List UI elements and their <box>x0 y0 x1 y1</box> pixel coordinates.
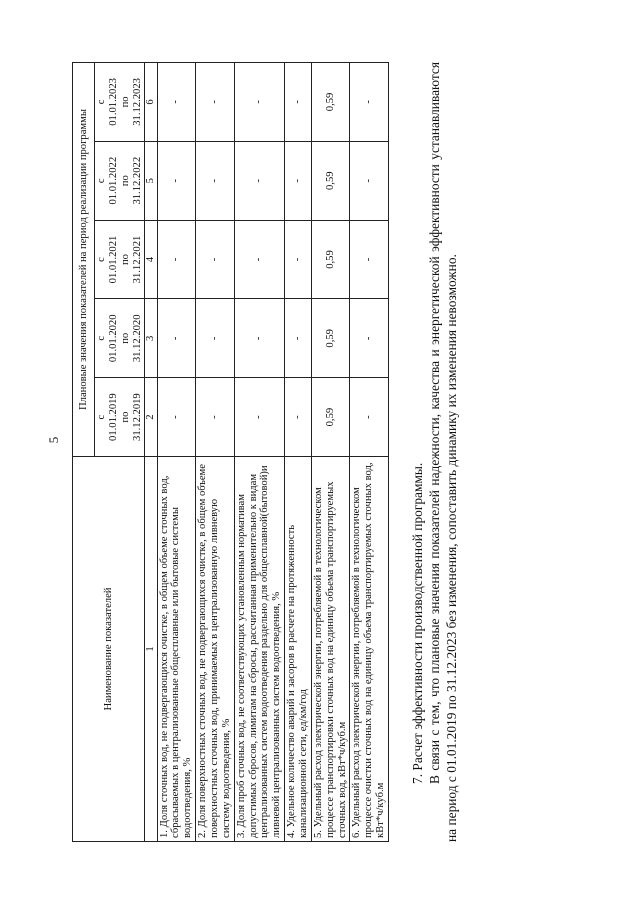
period-to-date: 31.12.2023 <box>131 78 143 126</box>
indicator-value: 0,59 <box>311 141 350 220</box>
rotated-content <box>72 62 632 842</box>
indicator-value: - <box>350 63 389 142</box>
section-paragraph: В связи с тем, что плановые значения показателей надежности, качества и энергетической эффективности устанавливаются на период с 01.01.2019 по 31.12.2023 без изменения, сопоставить динамику их изменения невозможно. <box>427 62 460 842</box>
indicator-value: - <box>196 141 235 220</box>
column-number: 6 <box>145 63 157 142</box>
indicator-value: - <box>285 220 312 299</box>
period-to: по <box>119 332 131 344</box>
indicator-value: - <box>350 378 389 457</box>
table-row <box>234 63 284 842</box>
indicator-value: - <box>234 63 284 142</box>
indicator-value: - <box>157 220 196 299</box>
indicator-name: 3. Доля проб сточных вод, не соответствующих установленным нормативам допустимых сбросов, лимитам на сбросы, рассчитанная применительно к видам централизованных систем водоотведения раздельно для общесплавной(бытовой)и ливневой централизованных систем водоотведения, % <box>234 457 284 842</box>
period-to: по <box>119 254 131 265</box>
column-number: 2 <box>145 378 157 457</box>
indicator-value: - <box>285 63 312 142</box>
table-body <box>157 63 388 842</box>
period-from: с <box>96 335 107 341</box>
section-title: 7. Расчет эффективности производственной программы. <box>410 462 426 784</box>
period-from: с <box>96 178 107 184</box>
indicator-name: 4. Удельное количество аварий и засоров в расчете на протяженность канализационной сети, ед/км/год <box>285 457 312 842</box>
period-from-date: 01.01.2022 <box>107 156 119 205</box>
indicator-value: - <box>285 299 312 378</box>
indicators-table <box>72 62 389 842</box>
period-header-4 <box>95 141 145 220</box>
column-number: 1 <box>145 457 157 842</box>
indicator-value: - <box>157 299 196 378</box>
table-row <box>285 63 312 842</box>
indicator-value: - <box>285 141 312 220</box>
period-to-date: 31.12.2020 <box>131 314 143 363</box>
period-header-2 <box>95 299 145 378</box>
indicator-value: - <box>234 141 284 220</box>
indicator-value: - <box>350 141 389 220</box>
column-number-row <box>145 63 157 842</box>
column-header-plan: Плановые значения показателей на период реализации программы <box>73 63 95 457</box>
period-from-date: 01.01.2019 <box>107 393 119 441</box>
table-row <box>157 63 196 842</box>
indicator-value: - <box>234 299 284 378</box>
indicator-name: 2. Доля поверхностных сточных вод, не подвергающихся очистке, в общем объеме поверхностных сточных вод, принимаемых в централизованную ливневую систему водоотведения, % <box>196 457 235 842</box>
indicator-name: 1. Доля сточных вод, не подвергающихся очистке, в общем объеме сточных вод, сбрасываемых в централизованные общесплавные или бытовые системы водоотведения, % <box>157 457 196 842</box>
indicator-value: - <box>350 299 389 378</box>
column-number: 4 <box>145 220 157 299</box>
period-to-date: 31.12.2021 <box>131 235 143 284</box>
indicator-value: 0,59 <box>311 378 350 457</box>
indicator-value: - <box>285 378 312 457</box>
table-row <box>350 63 389 842</box>
period-from-date: 01.01.2021 <box>107 235 119 284</box>
column-number: 5 <box>145 141 157 220</box>
period-to: по <box>119 175 131 187</box>
indicator-value: 0,59 <box>311 63 350 142</box>
table-row <box>196 63 235 842</box>
indicator-name: 5. Удельный расход электрической энергии, потребляемой в технологическом процессе транспортировки сточных вод на единицу объема транспортируемых сточных вод, кВт*ч/куб.м <box>311 457 350 842</box>
indicator-value: - <box>157 141 196 220</box>
period-to: по <box>119 411 131 423</box>
indicator-name: 6. Удельный расход электрической энергии, потребляемой в технологическом процессе очистки сточных вод на единицу объема транспортируемых сточных вод, кВт*ч/куб.м <box>350 457 389 842</box>
period-header-1 <box>95 378 145 457</box>
indicator-value: - <box>350 220 389 299</box>
period-to-date: 31.12.2022 <box>131 156 143 205</box>
period-from-date: 01.01.2023 <box>107 78 119 126</box>
indicator-value: - <box>157 63 196 142</box>
indicator-value: - <box>196 220 235 299</box>
page-number: 5 <box>46 436 61 444</box>
period-header-5 <box>95 63 145 142</box>
period-from: с <box>96 257 107 262</box>
period-from: с <box>96 414 107 420</box>
column-number: 3 <box>145 299 157 378</box>
indicator-value: 0,59 <box>311 220 350 299</box>
period-from-date: 01.01.2020 <box>107 314 119 363</box>
indicator-value: - <box>196 299 235 378</box>
indicator-value: - <box>196 63 235 142</box>
section-7 <box>409 62 460 842</box>
indicator-value: 0,59 <box>311 299 350 378</box>
period-to: по <box>119 96 131 108</box>
indicator-value: - <box>196 378 235 457</box>
indicator-value: - <box>234 378 284 457</box>
indicator-value: - <box>234 220 284 299</box>
table-row <box>311 63 350 842</box>
period-from: с <box>96 99 107 105</box>
period-to-date: 31.12.2019 <box>131 393 143 441</box>
indicator-value: - <box>157 378 196 457</box>
period-header-3 <box>95 220 145 299</box>
column-header-name: Наименование показателей <box>73 457 145 842</box>
